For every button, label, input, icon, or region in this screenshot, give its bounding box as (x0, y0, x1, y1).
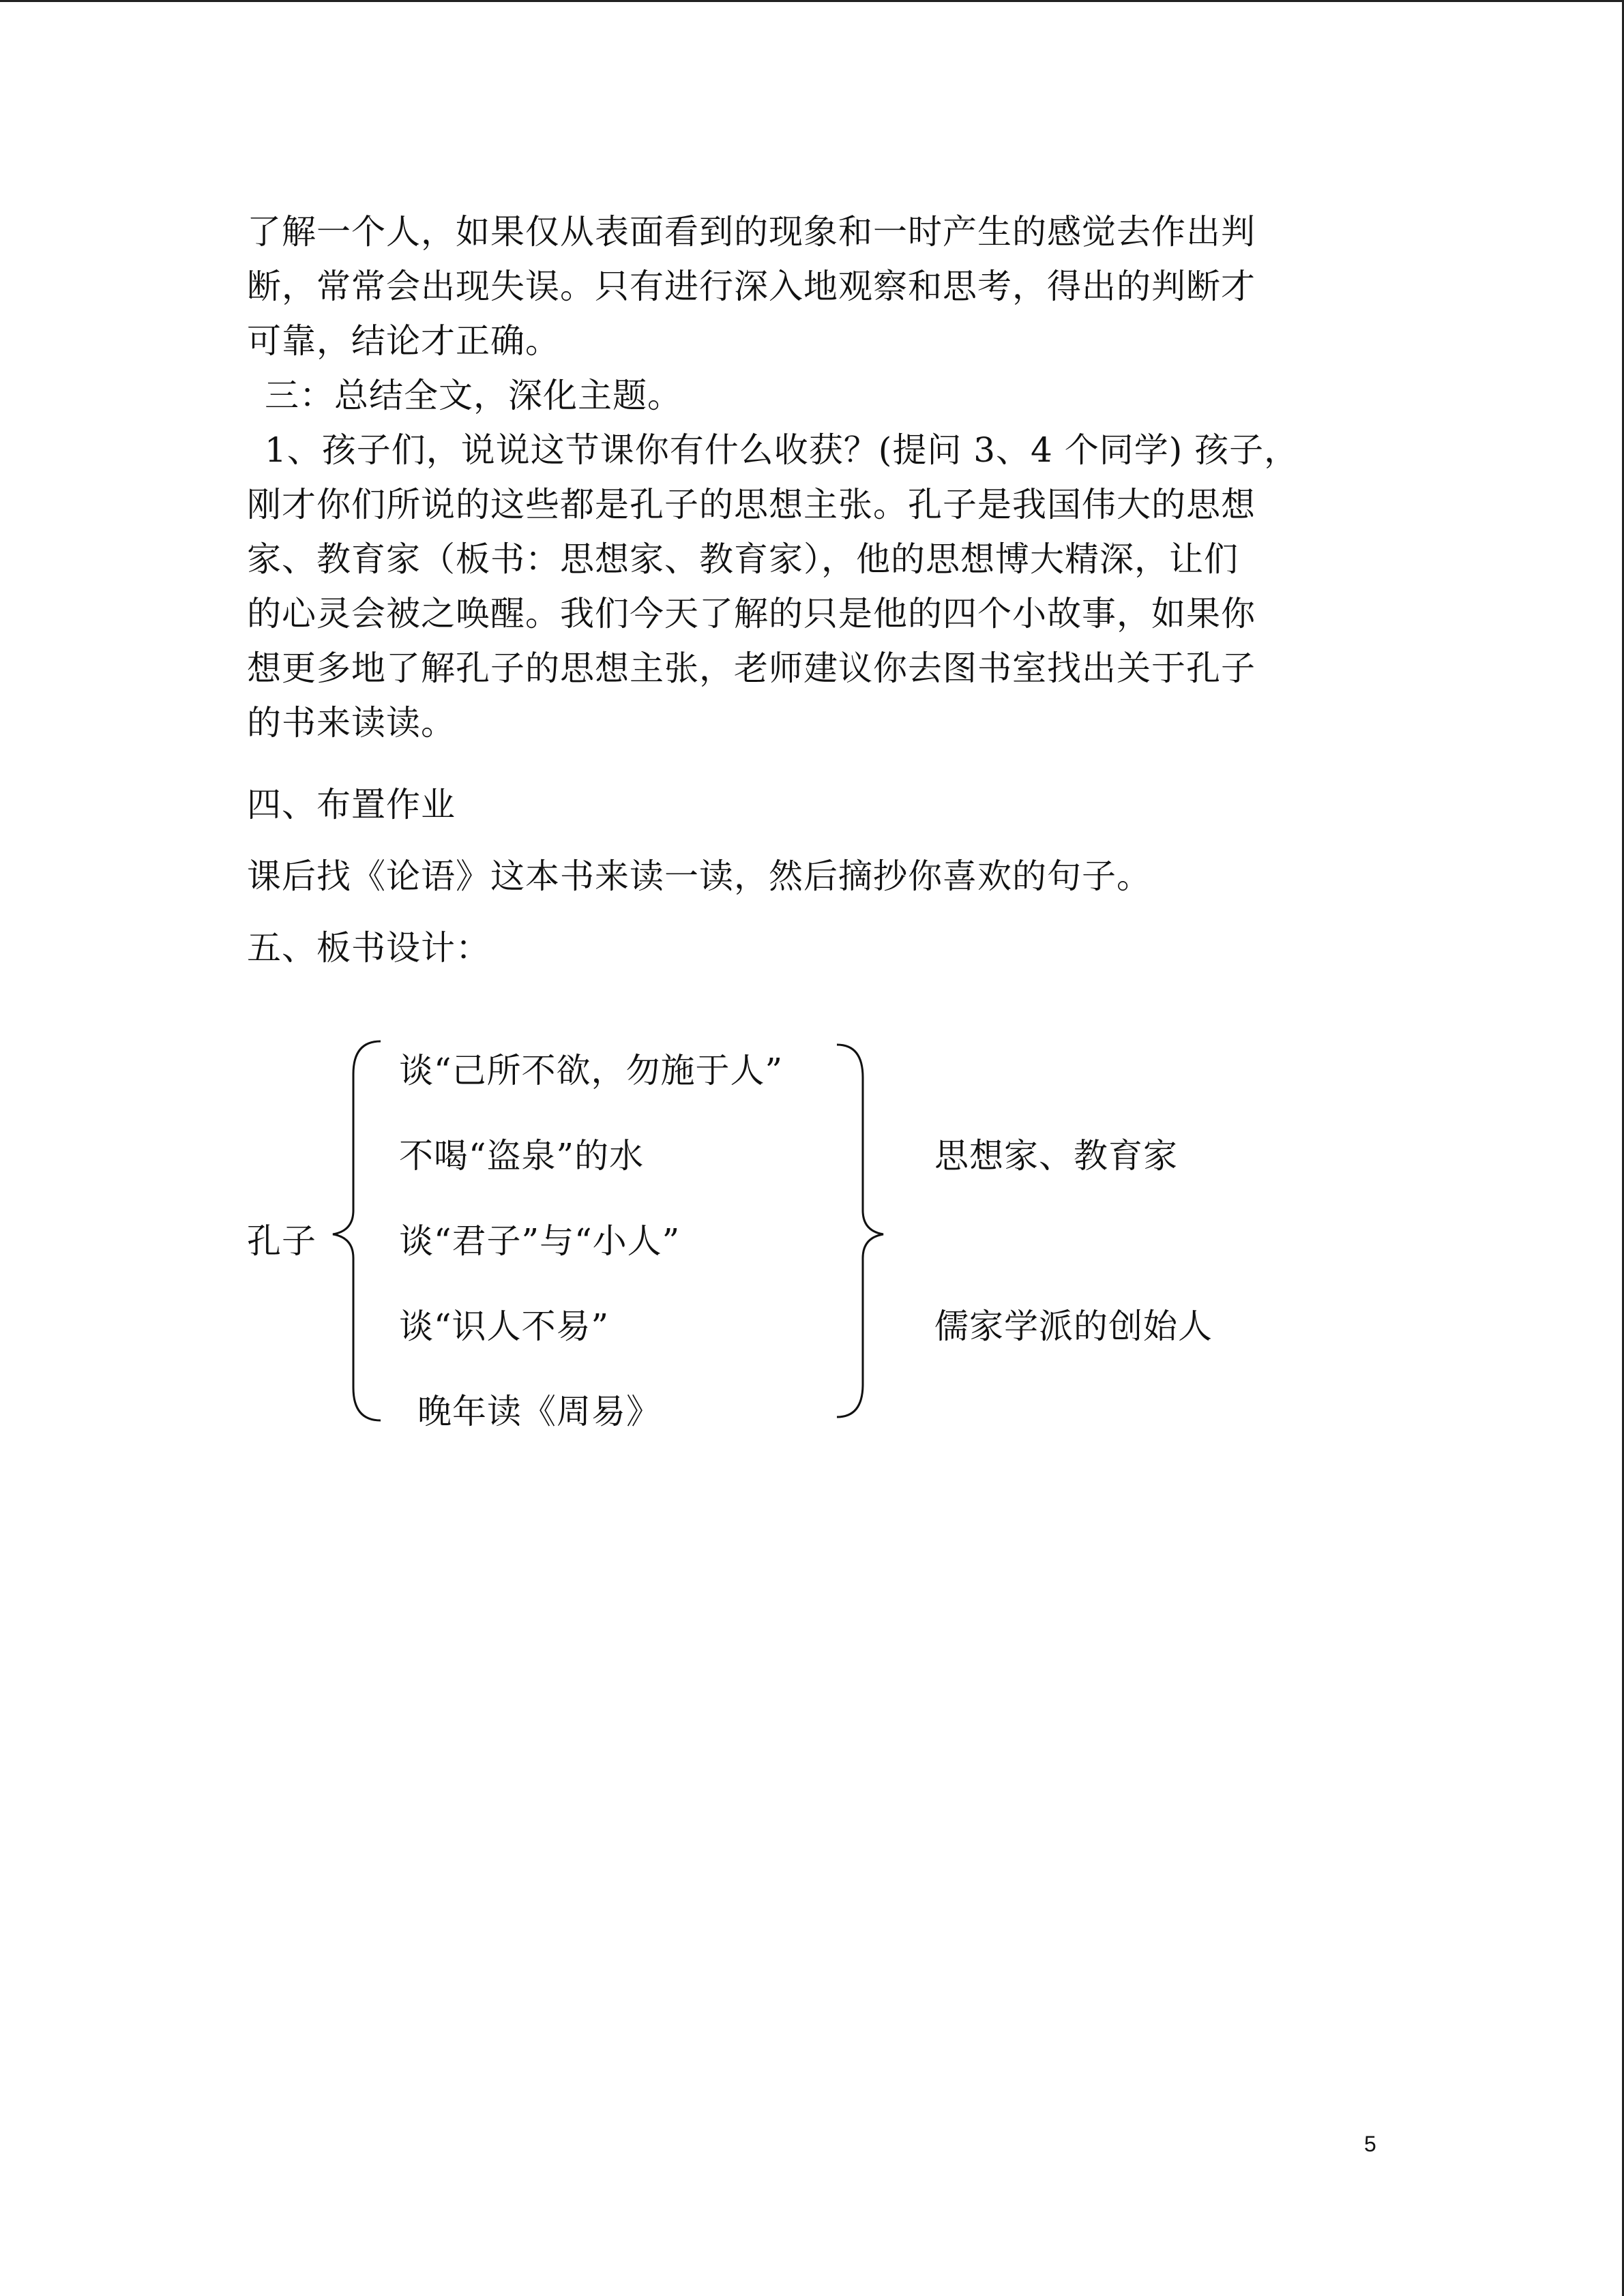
board-item: 谈“君子”与“小人” (399, 1221, 681, 1261)
right-brace-icon (836, 1043, 897, 1418)
board-item: 晚年读《周易》 (417, 1392, 661, 1431)
paragraph-line: 断，常常会出现失误。只有进行深入地观察和思考，得出的判断才 (247, 267, 1256, 306)
paragraph-line: 可靠，结论才正确。 (247, 321, 560, 361)
section-heading: 四、布置作业 (247, 785, 456, 824)
paragraph-line: 想更多地了解孔子的思想主张，老师建议你去图书室找出关于孔子 (247, 648, 1256, 688)
board-item: 谈“己所不欲，勿施于人” (399, 1051, 784, 1090)
paragraph-line: 家、教育家（板书：思想家、教育家），他的思想博大精深，让们 (247, 539, 1239, 579)
board-result: 儒家学派的创始人 (934, 1307, 1213, 1346)
section-heading: 五、板书设计： (247, 928, 490, 968)
paragraph-line: 的心灵会被之唤醒。我们今天了解的只是他的四个小故事，如果你 (247, 594, 1256, 633)
board-item: 不喝“盗泉”的水 (399, 1136, 645, 1176)
top-border-line (0, 0, 1624, 2)
paragraph-line: 的书来读读。 (247, 703, 456, 743)
left-brace-icon (326, 1040, 387, 1422)
board-result: 思想家、教育家 (934, 1136, 1178, 1176)
page-number: 5 (1364, 2132, 1376, 2156)
section-heading: 三：总结全文，深化主题。 (265, 376, 682, 415)
paragraph-line: 刚才你们所说的这些都是孔子的思想主张。孔子是我国伟大的思想 (247, 485, 1256, 524)
paragraph-line: 了解一个人，如果仅从表面看到的现象和一时产生的感觉去作出判 (247, 212, 1256, 252)
paragraph-line: 1、孩子们，说说这节课你有什么收获？(提问 3、4 个同学) 孩子， (265, 430, 1299, 470)
board-center-label: 孔子 (247, 1221, 316, 1261)
board-item: 谈“识人不易” (399, 1307, 610, 1346)
assignment-text: 课后找《论语》这本书来读一读，然后摘抄你喜欢的句子。 (247, 856, 1151, 896)
